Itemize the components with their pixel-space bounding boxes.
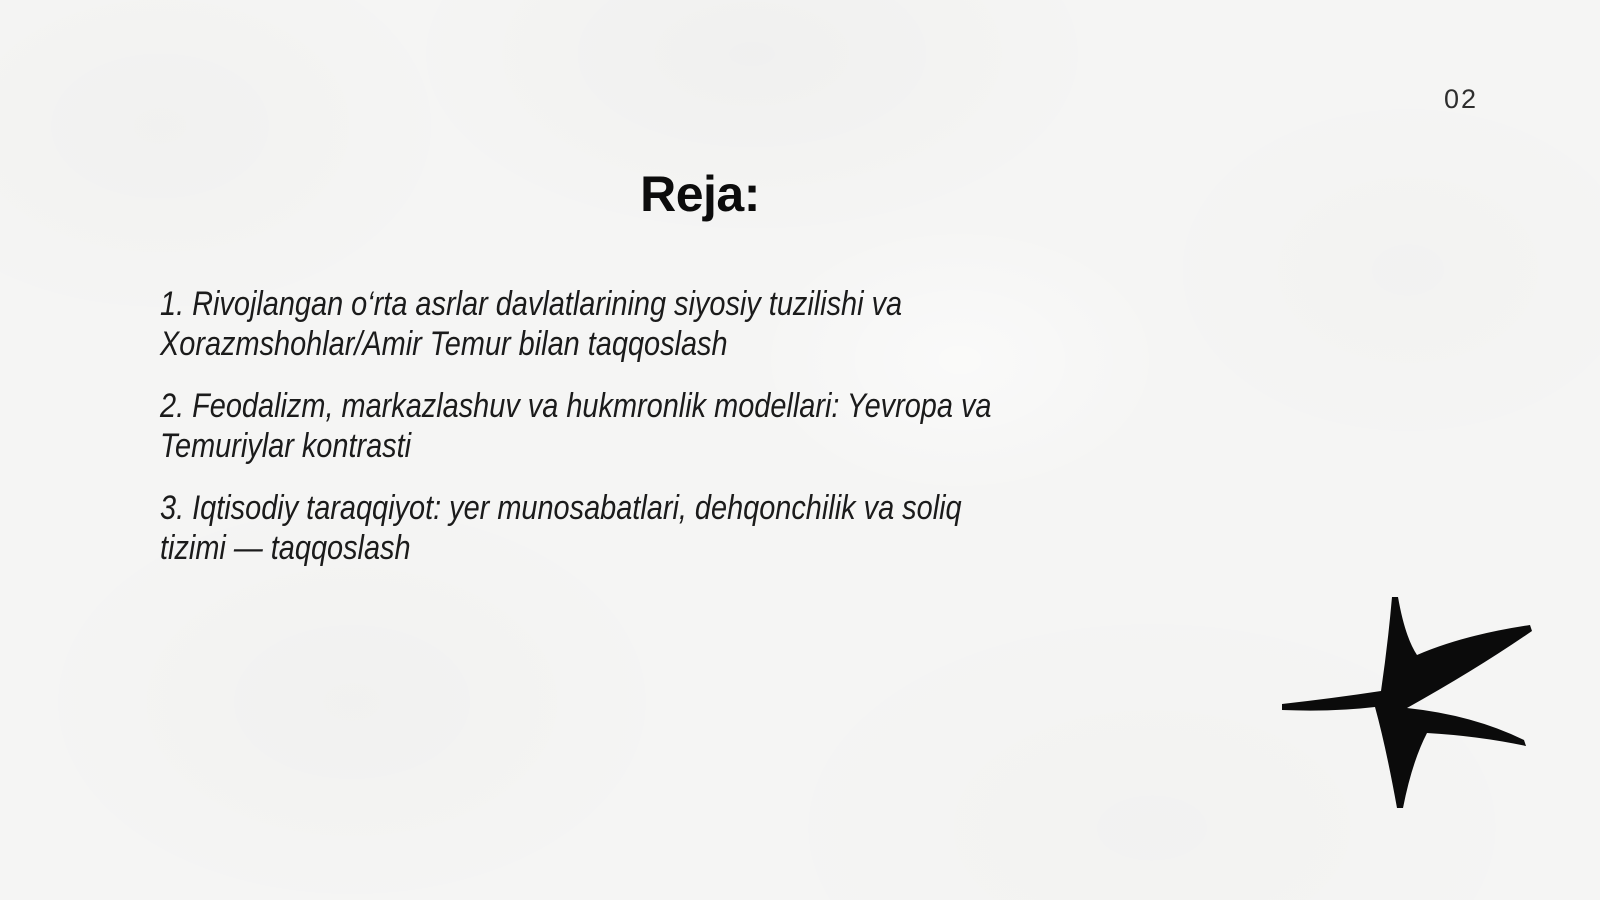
ink-spark-shape: [1282, 597, 1532, 808]
agenda-item-3-line-2: tizimi — taqqoslash: [160, 529, 411, 567]
agenda-item-3: [160, 488, 1223, 568]
agenda-item-1-line-2: Xorazmshohlar/Amir Temur bilan taqqoslash: [160, 325, 728, 363]
agenda-item-3-line-1: 3. Iqtisodiy taraqqiyot: yer munosabatlari, dehqonchilik va soliq: [160, 489, 962, 527]
agenda-list: [160, 284, 1223, 590]
agenda-item-2-line-1: 2. Feodalizm, markazlashuv va hukmronlik modellari: Yevropa va: [160, 387, 992, 425]
slide-title: Reja:: [640, 165, 760, 222]
page-number: 02: [1444, 84, 1479, 114]
agenda-item-1: [160, 284, 1223, 364]
ink-spark-icon: [1275, 585, 1535, 815]
agenda-item-2-line-2: Temuriylar kontrasti: [160, 427, 412, 465]
agenda-item-1-line-1: 1. Rivojlangan o‘rta asrlar davlatlarining siyosiy tuzilishi va: [160, 285, 903, 323]
agenda-item-2: [160, 386, 1223, 466]
